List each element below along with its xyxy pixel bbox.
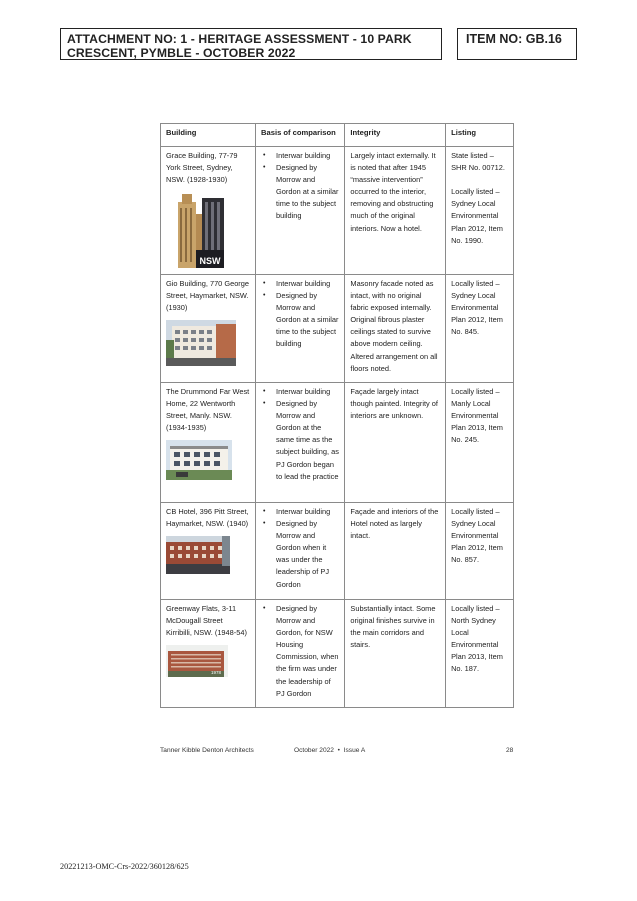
- footer-company: Tanner Kibble Denton Architects: [160, 747, 254, 754]
- attachment-title-line-1: ATTACHMENT NO: 1 - HERITAGE ASSESSMENT - 10 PARK: [67, 32, 412, 46]
- item-number: ITEM NO: GB.16: [457, 28, 577, 60]
- footer-date: October 2022: [294, 747, 334, 754]
- table-row: [161, 383, 514, 503]
- building-cell: [161, 383, 256, 503]
- table-row: [161, 503, 514, 600]
- building-cell: [161, 503, 256, 600]
- attachment-title-line-2: CRESCENT, PYMBLE - OCTOBER 2022: [67, 46, 296, 60]
- photo-year-caption: 1978: [210, 670, 222, 676]
- basis-item: • Interwar building: [276, 386, 339, 398]
- basis-item: • Designed by Morrow and Gordon when it was under the leadership of PJ Gordon: [276, 518, 339, 591]
- basis-item: • Designed by Morrow and Gordon at a similar time to the subject building: [276, 162, 339, 222]
- column-header-listing: Listing: [446, 124, 514, 147]
- basis-cell: [256, 275, 345, 383]
- listing-cell: Locally listed – Manly Local Environmental Plan 2013, Item No. 245.: [446, 383, 514, 503]
- building-cell: [161, 275, 256, 383]
- grace-building-photo: [166, 192, 224, 268]
- building-cell: [161, 147, 256, 275]
- basis-item: • Designed by Morrow and Gordon, for NSW Housing Commission, when the firm was under the leadership of PJ Gordon: [276, 603, 339, 700]
- basis-item: • Designed by Morrow and Gordon at the same time as the subject building, as PJ Gordon began to lead the practice: [276, 398, 339, 483]
- basis-cell: [256, 147, 345, 275]
- integrity-cell: Façade largely intact though painted. Integrity of interiors are unknown.: [345, 383, 446, 503]
- bullet-separator: •: [335, 747, 342, 754]
- building-name: Greenway Flats, 3-11 McDougall Street Kirribilli, NSW. (1948-54): [166, 604, 247, 638]
- listing-cell: Locally listed – Sydney Local Environmental Plan 2012, Item No. 857.: [446, 503, 514, 600]
- basis-cell: [256, 383, 345, 503]
- basis-cell: [256, 503, 345, 600]
- heritage-comparison-table: [160, 123, 514, 708]
- table-row: [161, 275, 514, 383]
- listing-cell: Locally listed – North Sydney Local Environmental Plan 2013, Item No. 187.: [446, 600, 514, 708]
- listing-cell: State listed – SHR No. 00712. Locally listed – Sydney Local Environmental Plan 2012, Item No. 1990.: [446, 147, 514, 275]
- basis-item: • Interwar building: [276, 278, 339, 290]
- table-row: [161, 147, 514, 275]
- footer-issue-info: [294, 747, 365, 754]
- integrity-cell: Masonry facade noted as intact, with no original fabric exposed internally. Original fibrous plaster ceilings stated to survive above modern ceiling. Altered arrangement on all floors noted.: [345, 275, 446, 383]
- column-header-building: Building: [161, 124, 256, 147]
- building-name: Gio Building, 770 George Street, Haymarket, NSW. (1930): [166, 279, 249, 313]
- table-header-row: [161, 124, 514, 147]
- basis-cell: [256, 600, 345, 708]
- cb-hotel-photo: [166, 536, 230, 574]
- integrity-cell: Façade and interiors of the Hotel noted as largely intact.: [345, 503, 446, 600]
- greenway-flats-photo: [166, 645, 228, 677]
- document-reference: 20221213-OMC-Crs-2022/360128/625: [60, 862, 189, 871]
- integrity-cell: Substantially intact. Some original finishes survive in the main corridors and stairs.: [345, 600, 446, 708]
- integrity-cell: Largely intact externally. It is noted that after 1945 “massive intervention” occurred to the interior, removing and obstructing much of the original interiors. Now a hotel.: [345, 147, 446, 275]
- nsw-logo-text: NSW: [199, 256, 221, 267]
- basis-item: • Designed by Morrow and Gordon at a similar time to the subject building: [276, 290, 339, 350]
- building-name: Grace Building, 77-79 York Street, Sydney, NSW. (1928-1930): [166, 151, 238, 185]
- building-name: CB Hotel, 396 Pitt Street, Haymarket, NSW. (1940): [166, 507, 249, 529]
- gio-building-photo: [166, 320, 236, 366]
- basis-item: • Interwar building: [276, 150, 339, 162]
- building-cell: [161, 600, 256, 708]
- column-header-basis: Basis of comparison: [256, 124, 345, 147]
- column-header-integrity: Integrity: [345, 124, 446, 147]
- basis-item: • Interwar building: [276, 506, 339, 518]
- attachment-title: [60, 28, 442, 60]
- footer-issue: Issue A: [343, 747, 366, 754]
- drummond-home-photo: [166, 440, 232, 480]
- table-row: [161, 600, 514, 708]
- listing-cell: Locally listed – Sydney Local Environmental Plan 2012, Item No. 845.: [446, 275, 514, 383]
- page-number: 28: [506, 747, 514, 754]
- building-name: The Drummond Far West Home, 22 Wentworth Street, Manly. NSW. (1934-1935): [166, 387, 250, 433]
